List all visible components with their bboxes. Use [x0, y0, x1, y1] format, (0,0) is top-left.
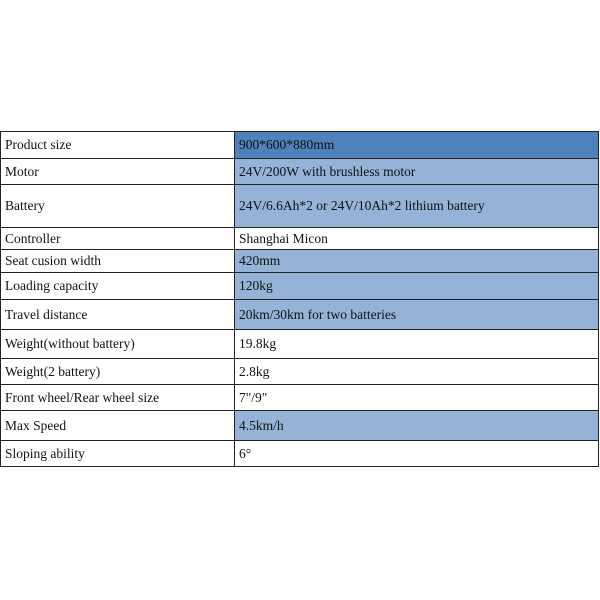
spec-value: 7"/9" — [235, 385, 599, 411]
table-row — [1, 185, 599, 228]
spec-label: Controller — [1, 228, 235, 250]
table-row — [1, 300, 599, 330]
table-row — [1, 330, 599, 359]
table-row — [1, 228, 599, 250]
spec-label: Battery — [1, 185, 235, 228]
spec-value: 2.8kg — [235, 359, 599, 385]
table-row — [1, 159, 599, 185]
table-row — [1, 411, 599, 441]
spec-value: 900*600*880mm — [235, 132, 599, 159]
spec-label: Front wheel/Rear wheel size — [1, 385, 235, 411]
spec-value: 24V/6.6Ah*2 or 24V/10Ah*2 lithium battery — [235, 185, 599, 228]
spec-label: Motor — [1, 159, 235, 185]
spec-label: Weight(2 battery) — [1, 359, 235, 385]
spec-value: 420mm — [235, 250, 599, 273]
spec-value: 20km/30km for two batteries — [235, 300, 599, 330]
spec-value: 120kg — [235, 273, 599, 300]
table-row — [1, 132, 599, 159]
spec-value: 4.5km/h — [235, 411, 599, 441]
spec-value: 24V/200W with brushless motor — [235, 159, 599, 185]
table-row — [1, 359, 599, 385]
spec-label: Travel distance — [1, 300, 235, 330]
table-row — [1, 250, 599, 273]
spec-value: 6° — [235, 441, 599, 467]
table-row — [1, 441, 599, 467]
spec-value: 19.8kg — [235, 330, 599, 359]
spec-label: Max Speed — [1, 411, 235, 441]
spec-label: Sloping ability — [1, 441, 235, 467]
spec-value: Shanghai Micon — [235, 228, 599, 250]
table-row — [1, 273, 599, 300]
spec-table — [0, 131, 599, 467]
spec-label: Seat cusion width — [1, 250, 235, 273]
table-row — [1, 385, 599, 411]
spec-label: Product size — [1, 132, 235, 159]
spec-label: Weight(without battery) — [1, 330, 235, 359]
spec-label: Loading capacity — [1, 273, 235, 300]
